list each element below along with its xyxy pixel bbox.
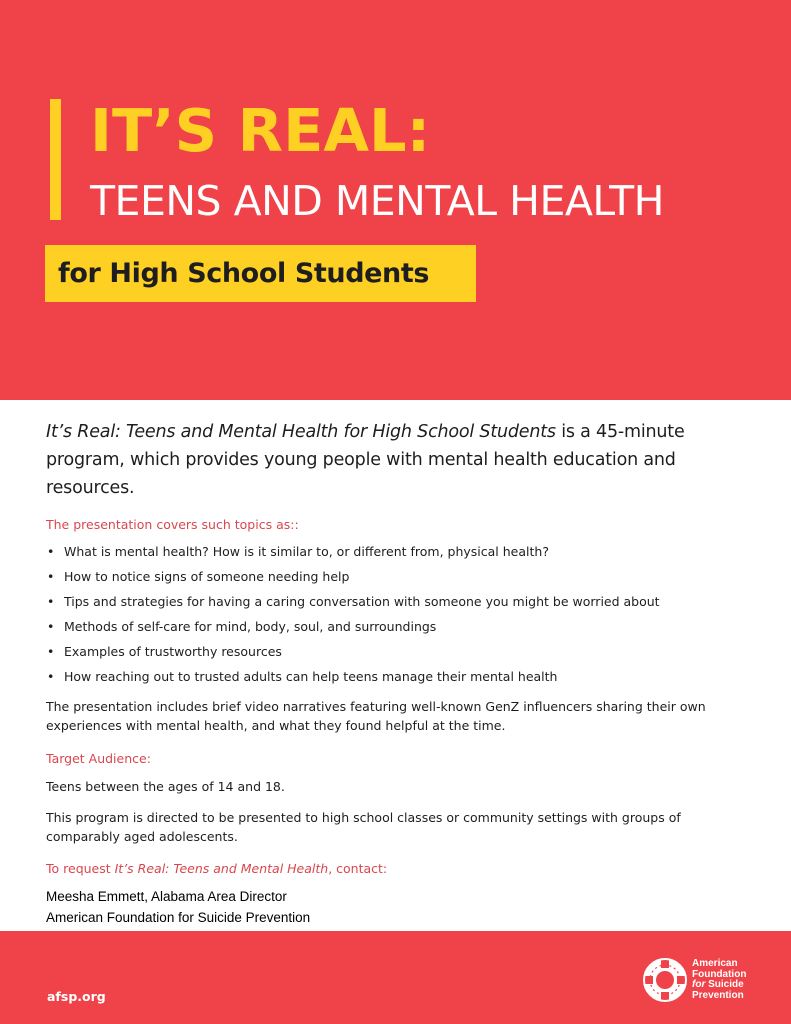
contact-organization: American Foundation for Suicide Prevention [46,910,311,925]
topics-list [46,539,756,689]
accent-bar [50,99,61,220]
program-name: It’s Real: Teens and Mental Health for High School Students [46,422,556,442]
logo-suicide: Suicide [705,979,744,990]
target-audience-label: Target Audience: [46,751,151,766]
hero-banner [0,0,791,400]
audience-tag [45,245,476,302]
logo-line: Prevention [692,989,744,1001]
contact-label-suffix: , contact: [328,861,388,876]
contact-name: Meesha Emmett, Alabama Area Director [46,889,287,904]
footer [0,931,791,1024]
contact-label-program: It’s Real: Teens and Mental Health [114,861,329,876]
list-item: • Tips and strategies for having a caring conversation with someone you might be worried about [46,589,756,614]
list-item: • What is mental health? How is it similar to, or different from, physical health? [46,539,756,564]
logo-line [692,980,746,991]
life-ring-icon [642,957,688,1003]
logo-wordmark [692,959,746,1001]
page-subtitle: TEENS AND MENTAL HEALTH [90,177,664,225]
intro-paragraph [46,418,756,502]
target-audience-ages: Teens between the ages of 14 and 18. [46,779,285,794]
contact-label [46,860,756,878]
footer-url[interactable]: afsp.org [47,989,106,1004]
audience-tag-label: for High School Students [58,258,430,289]
list-item: • Methods of self-care for mind, body, soul, and surroundings [46,614,756,639]
logo-for: for [692,979,706,990]
video-note: The presentation includes brief video narratives featuring well-known GenZ influencers sharing their own experiences with mental health, and what they found helpful at the time. [46,699,706,733]
logo-line: American [692,958,738,969]
target-audience-setting: This program is directed to be presented to high school classes or community settings with groups of comparably aged adolescents. [46,810,681,844]
afsp-logo [642,957,746,1003]
contact-label-prefix: To request [46,861,115,876]
main-content [46,418,756,949]
list-item: • How reaching out to trusted adults can help teens manage their mental health [46,664,756,689]
topics-label: The presentation covers such topics as:: [46,517,299,532]
list-item: • Examples of trustworthy resources [46,639,756,664]
program-description: is a 45-minute program, which provides young people with mental health education and resources. [46,422,685,498]
list-item: • How to notice signs of someone needing help [46,564,756,589]
page-title: IT’S REAL: [90,96,431,165]
logo-line: Foundation [692,968,747,980]
